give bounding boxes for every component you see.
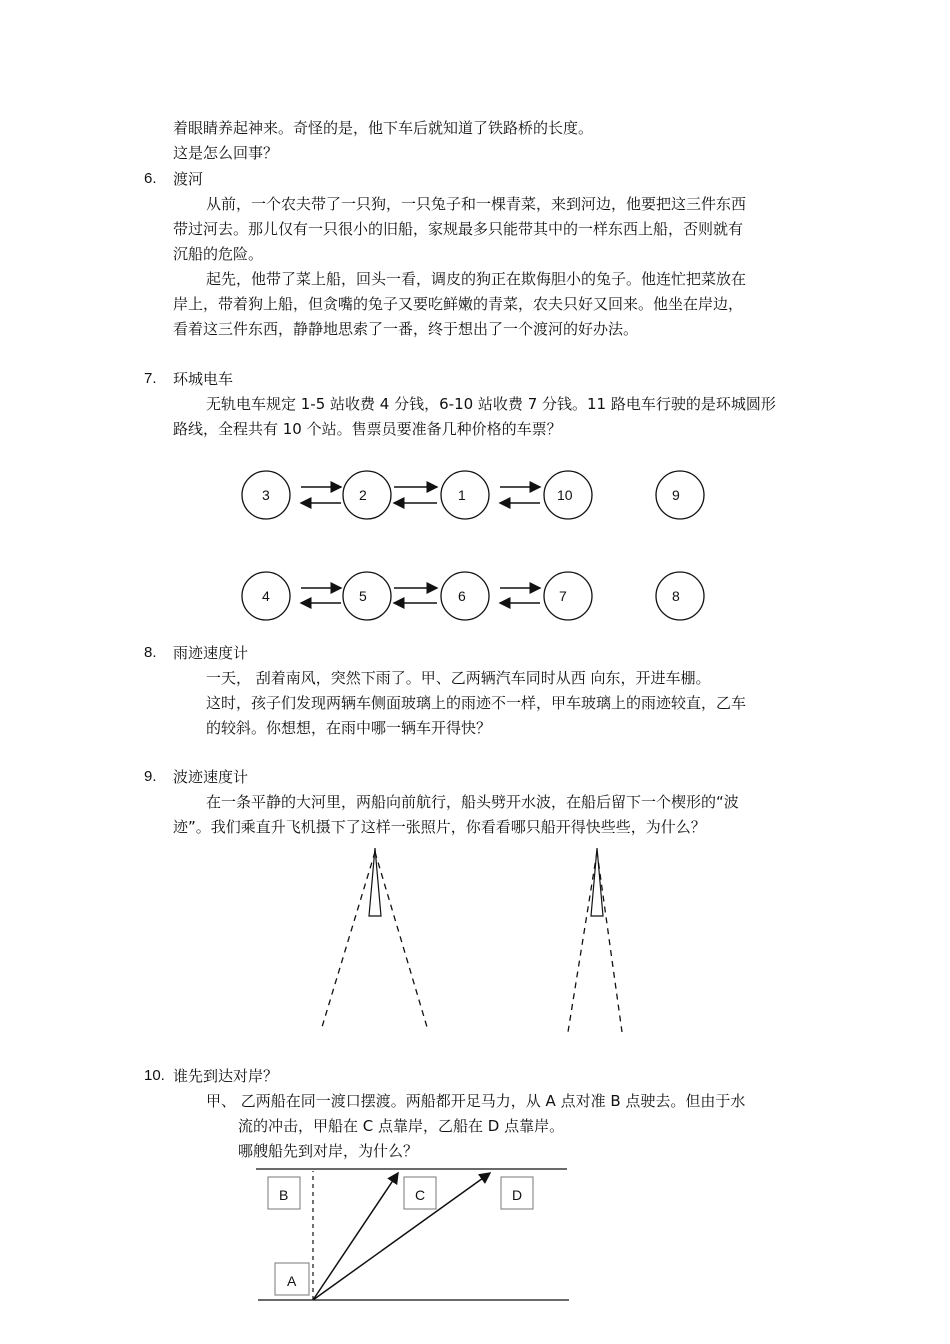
- problem-7-line: 路线，全程共有 10 个站。售票员要准备几种价格的车票？: [173, 420, 562, 438]
- problem-6-line: 从前，一个农夫带了一只狗，一只兔子和一棵青菜，来到河边，他要把这三件东西: [206, 195, 747, 213]
- problem-8-title: 雨迹速度计: [173, 644, 249, 662]
- station-circle: [544, 572, 592, 620]
- problem-10-line: 甲、 乙两船在同一渡口摆渡。两船都开足马力，从 A 点对准 B 点驶去。但由于水: [206, 1092, 746, 1110]
- station-circle: [656, 572, 704, 620]
- station-label: 1: [458, 487, 466, 503]
- problem-7-title: 环城电车: [173, 370, 234, 388]
- problem-6-line: 沉船的危险。: [173, 245, 264, 263]
- point-c-label: C: [415, 1187, 426, 1203]
- intro-line-1: 着眼睛养起神来。奇怪的是，他下车后就知道了铁路桥的长度。: [173, 119, 594, 137]
- station-label: 10: [557, 487, 573, 503]
- problem-8-line: 的较斜。你想想，在雨中哪一辆车开得快？: [206, 719, 492, 737]
- problem-8-number: 8.: [144, 644, 157, 661]
- river-diagram: [256, 1169, 569, 1300]
- path-a-to-c: [313, 1173, 398, 1300]
- problem-6-number: 6.: [144, 170, 157, 187]
- problem-9-line: 在一条平静的大河里，两船向前航行，船头劈开水波，在船后留下一个楔形的“波: [206, 793, 739, 811]
- point-d-label: D: [512, 1187, 523, 1203]
- point-a-label: A: [287, 1273, 297, 1289]
- station-label: 8: [672, 588, 680, 604]
- problem-8-line: 这时，孩子们发现两辆车侧面玻璃上的雨迹不一样，甲车玻璃上的雨迹较直，乙车: [206, 694, 747, 712]
- problem-6-title: 渡河: [173, 170, 204, 188]
- station-label: 5: [359, 588, 367, 604]
- problem-7-number: 7.: [144, 370, 157, 387]
- point-b-label: B: [279, 1187, 289, 1203]
- problem-7-line: 无轨电车规定 1-5 站收费 4 分钱，6-10 站收费 7 分钱。11 路电车行驶的是环城圆形: [206, 395, 776, 413]
- station-label: 2: [359, 487, 367, 503]
- station-label: 9: [672, 487, 680, 503]
- station-diagram: [242, 471, 704, 620]
- problem-6-line: 看着这三件东西，静静地思索了一番，终于想出了一个渡河的好办法。: [173, 320, 639, 338]
- station-circle: [656, 471, 704, 519]
- station-circle: [343, 471, 391, 519]
- problem-9-line: 迹”。我们乘直升飞机摄下了这样一张照片，你看看哪只船开得快些些，为什么？: [173, 818, 706, 836]
- station-label: 6: [458, 588, 466, 604]
- problem-10-line: 哪艘船先到对岸，为什么？: [238, 1142, 419, 1160]
- problem-9-number: 9.: [144, 768, 157, 785]
- problem-8-line: 一天， 刮着南风，突然下雨了。甲、乙两辆汽车同时从西 向东，开进车棚。: [206, 669, 711, 687]
- problem-6-line: 岸上，带着狗上船，但贪嘴的兔子又要吃鲜嫩的青菜，农夫只好又回来。他坐在岸边，: [173, 295, 744, 313]
- problem-10-line: 流的冲击，甲船在 C 点靠岸，乙船在 D 点靠岸。: [238, 1117, 565, 1135]
- problem-6-line: 带过河去。那儿仅有一只很小的旧船，家规最多只能带其中的一样东西上船，否则就有: [173, 220, 744, 238]
- boat-icon: [591, 848, 603, 916]
- problem-6-line: 起先，他带了菜上船，回头一看，调皮的狗正在欺侮胆小的兔子。他连忙把菜放在: [206, 270, 747, 288]
- problem-10-title: 谁先到达对岸？: [173, 1067, 279, 1085]
- problem-10-number: 10.: [144, 1067, 165, 1084]
- station-circle: [343, 572, 391, 620]
- station-label: 7: [559, 588, 567, 604]
- path-a-to-d: [313, 1173, 490, 1300]
- station-label: 4: [262, 588, 270, 604]
- problem-9-title: 波迹速度计: [173, 768, 249, 786]
- intro-line-2: 这是怎么回事？: [173, 144, 279, 162]
- station-label: 3: [262, 487, 270, 503]
- boat-icon: [369, 848, 381, 916]
- wake-diagram: [322, 848, 622, 1032]
